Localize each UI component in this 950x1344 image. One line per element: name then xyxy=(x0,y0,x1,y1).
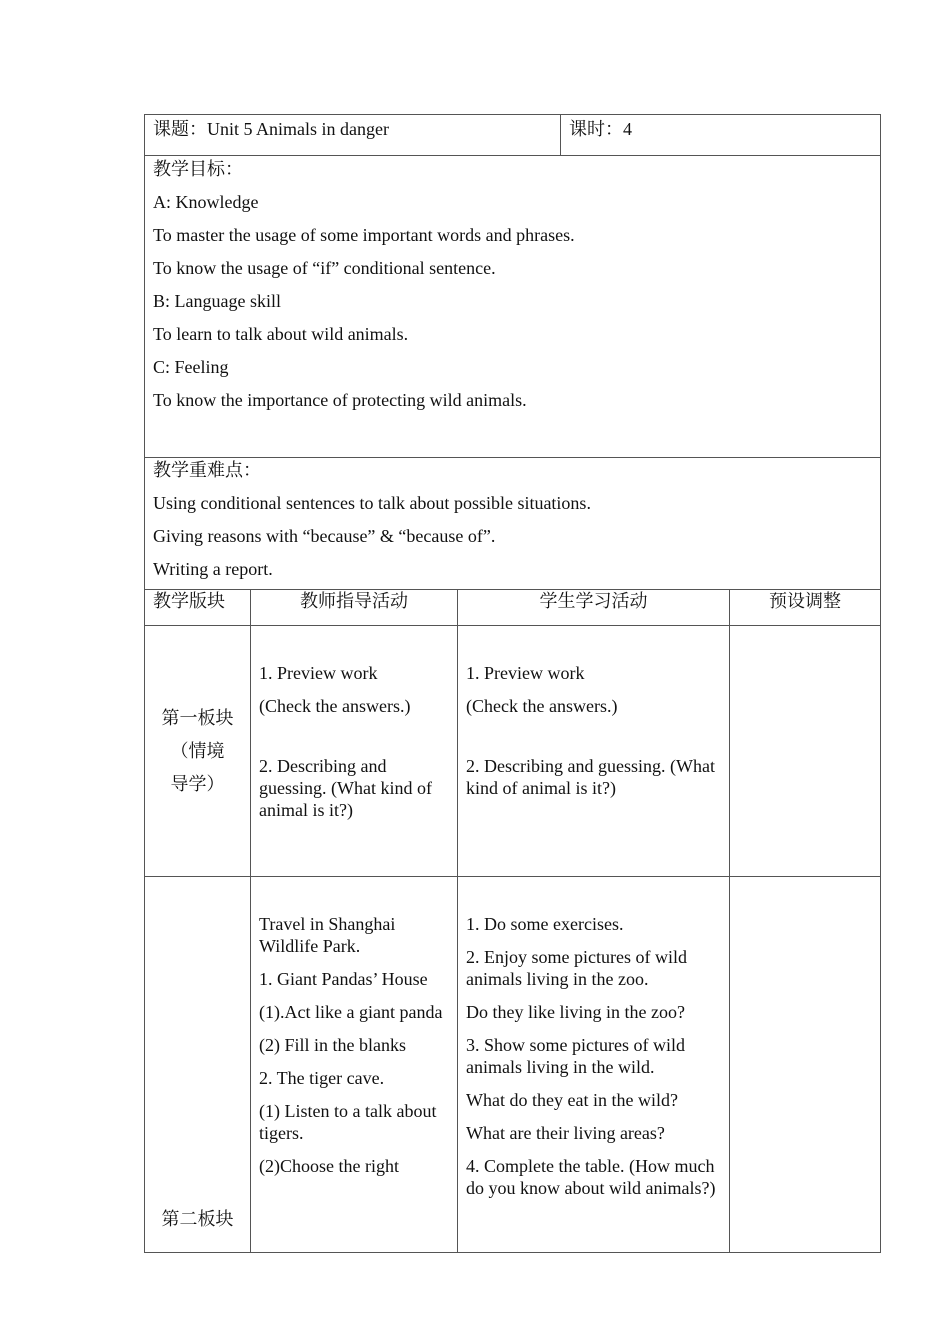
objectives-heading: 教学目标： xyxy=(153,159,243,179)
objective-line: To know the importance of protecting wild animals. xyxy=(153,390,527,410)
lesson-plan-table xyxy=(144,114,881,1253)
block2-row xyxy=(145,877,881,1253)
column-header-section: 教学版块 xyxy=(145,590,251,626)
block1-label-line: 第一板块 xyxy=(161,708,234,728)
column-header-adjust: 预设调整 xyxy=(730,590,881,626)
column-header-student: 学生学习活动 xyxy=(458,590,730,626)
key-point-line: Using conditional sentences to talk about possible situations. xyxy=(153,493,591,513)
block1-label-cell xyxy=(145,626,251,877)
block2-label-cell xyxy=(145,877,251,1253)
block2-label: 第二板块 xyxy=(161,1209,234,1229)
block1-student-cell xyxy=(458,626,730,877)
block2-student-cell xyxy=(458,877,730,1253)
period-cell xyxy=(561,115,881,156)
block2-teacher-line: (2)Choose the right xyxy=(259,1156,399,1176)
objective-line: To know the usage of “if” conditional sentence. xyxy=(153,258,496,278)
topic-cell xyxy=(145,115,561,156)
key-point-line: Giving reasons with “because” & “because of”. xyxy=(153,526,496,546)
block1-student-line: 2. Describing and guessing. (What kind of animal is it?) xyxy=(466,756,715,798)
key-points-row xyxy=(145,458,881,590)
block2-student-line: 1. Do some exercises. xyxy=(466,914,624,934)
objective-line: C: Feeling xyxy=(153,357,229,377)
block2-teacher-line: Travel in Shanghai Wildlife Park. xyxy=(259,914,396,956)
block2-student-line: What are their living areas? xyxy=(466,1123,665,1143)
topic-label: 课题：Unit 5 Animals in danger xyxy=(153,119,389,139)
block2-student-line: 3. Show some pictures of wild animals living in the wild. xyxy=(466,1035,685,1077)
block2-teacher-line: (1) Listen to a talk about tigers. xyxy=(259,1101,437,1143)
block2-teacher-line: 2. The tiger cave. xyxy=(259,1068,385,1088)
block2-student-line: Do they like living in the zoo? xyxy=(466,1002,685,1022)
block2-teacher-line: (2) Fill in the blanks xyxy=(259,1035,406,1055)
objective-line: A: Knowledge xyxy=(153,192,259,212)
block1-student-line: 1. Preview work xyxy=(466,663,585,683)
column-header-teacher: 教师指导活动 xyxy=(251,590,458,626)
block1-teacher-line: 1. Preview work xyxy=(259,663,378,683)
block2-student-line: 4. Complete the table. (How much do you know about wild animals?) xyxy=(466,1156,716,1198)
block1-adjust-cell xyxy=(730,626,881,877)
block1-teacher-cell xyxy=(251,626,458,877)
objective-line: B: Language skill xyxy=(153,291,281,311)
block2-teacher-cell xyxy=(251,877,458,1253)
objective-line: To master the usage of some important words and phrases. xyxy=(153,225,575,245)
block2-student-line: 2. Enjoy some pictures of wild animals living in the zoo. xyxy=(466,947,687,989)
block1-label-line: （情境 xyxy=(170,741,225,761)
block2-teacher-line: (1).Act like a giant panda xyxy=(259,1002,443,1022)
objective-line: To learn to talk about wild animals. xyxy=(153,324,409,344)
block1-row xyxy=(145,626,881,877)
block2-student-line: What do they eat in the wild? xyxy=(466,1090,678,1110)
block1-student-line: (Check the answers.) xyxy=(466,696,618,716)
block1-teacher-line: 2. Describing and guessing. (What kind of animal is it?) xyxy=(259,756,432,820)
key-points-heading: 教学重难点： xyxy=(153,460,261,480)
objectives-row xyxy=(145,156,881,458)
key-point-line: Writing a report. xyxy=(153,559,273,579)
block1-label-line: 导学） xyxy=(170,774,225,794)
block1-teacher-line: (Check the answers.) xyxy=(259,696,411,716)
block2-teacher-line: 1. Giant Pandas’ House xyxy=(259,969,428,989)
objectives-cell xyxy=(145,156,881,458)
block2-adjust-cell xyxy=(730,877,881,1253)
key-points-cell xyxy=(145,458,881,590)
period-label: 课时：4 xyxy=(569,119,632,139)
title-row xyxy=(145,115,881,156)
column-header-row xyxy=(145,590,881,626)
